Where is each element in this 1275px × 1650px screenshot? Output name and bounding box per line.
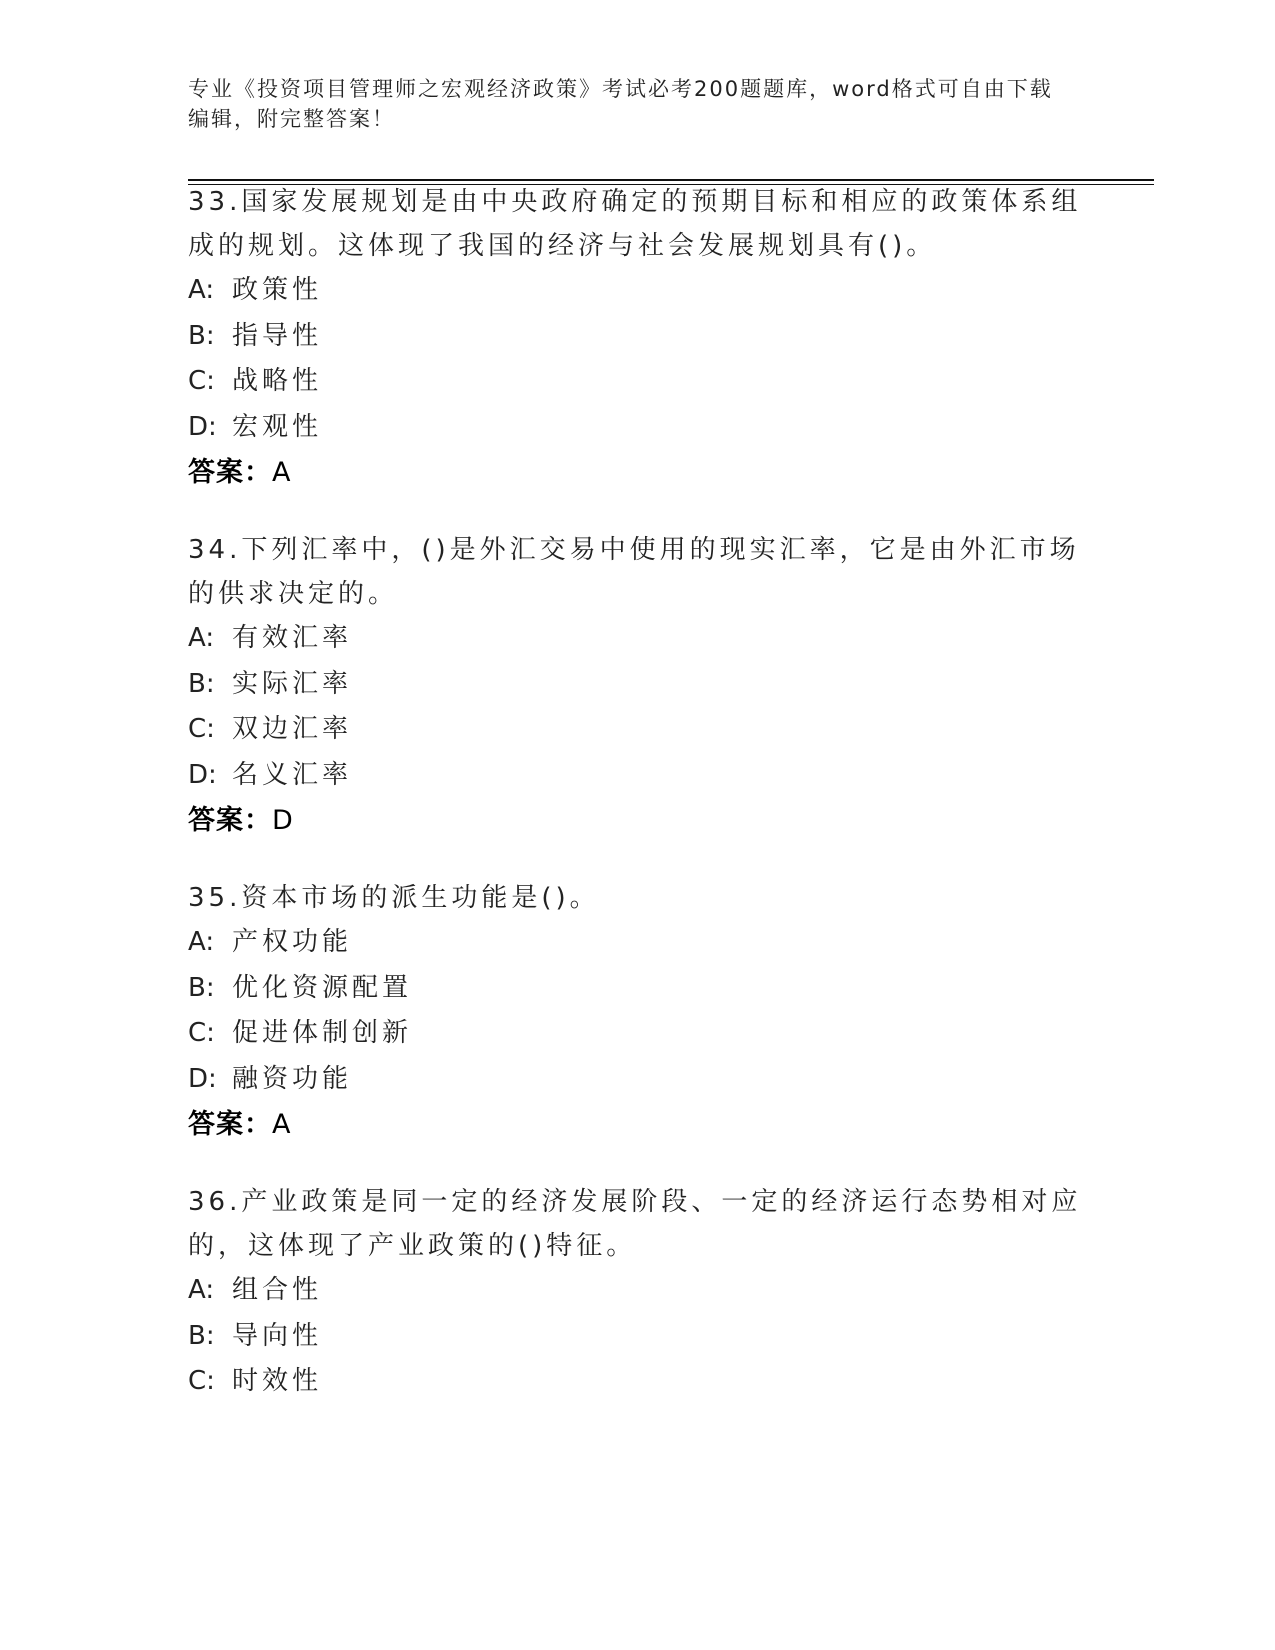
option-text: 有效汇率 <box>232 623 353 653</box>
option-c <box>188 359 1088 405</box>
question-34 <box>188 528 1088 844</box>
question-36 <box>188 1180 1088 1405</box>
option-a <box>188 1268 1088 1314</box>
option-a <box>188 268 1088 314</box>
option-b <box>188 966 1088 1012</box>
question-text <box>188 528 1088 616</box>
answer-line <box>188 1102 1088 1148</box>
answer-value: A <box>272 457 292 488</box>
option-letter: D: <box>188 411 217 442</box>
question-body: 产业政策是同一定的经济发展阶段、一定的经济运行态势相对应的，这体现了产业政策的()特征。 <box>188 1187 1082 1261</box>
option-letter: B: <box>188 1320 215 1351</box>
option-letter: A: <box>188 623 215 653</box>
answer-label: 答案： <box>188 457 272 488</box>
option-letter: A: <box>188 927 215 957</box>
document-header <box>188 74 1068 134</box>
option-letter: B: <box>188 668 215 699</box>
option-letter: B: <box>188 972 215 1003</box>
question-body: 下列汇率中，()是外汇交易中使用的现实汇率，它是由外汇市场的供求决定的。 <box>188 535 1080 609</box>
question-35 <box>188 876 1088 1148</box>
option-text: 组合性 <box>232 1275 323 1305</box>
question-text <box>188 1180 1088 1268</box>
option-c <box>188 1011 1088 1057</box>
option-text: 融资功能 <box>232 1063 353 1094</box>
option-letter: B: <box>188 320 215 351</box>
question-text <box>188 180 1088 268</box>
option-letter: D: <box>188 1063 217 1094</box>
header-text: 专业《投资项目管理师之宏观经济政策》考试必考200题题库，word格式可自由下载编辑，附完整答案！ <box>188 77 1053 131</box>
option-text: 宏观性 <box>232 411 323 442</box>
option-text: 产权功能 <box>232 927 353 957</box>
option-b <box>188 314 1088 360</box>
option-text: 指导性 <box>232 320 323 351</box>
option-letter: A: <box>188 275 215 305</box>
option-b <box>188 662 1088 708</box>
question-body: 国家发展规划是由中央政府确定的预期目标和相应的政策体系组成的规划。这体现了我国的经济与社会发展规划具有()。 <box>188 187 1082 261</box>
answer-line <box>188 798 1088 844</box>
option-text: 名义汇率 <box>232 759 353 790</box>
option-a <box>188 920 1088 966</box>
answer-line <box>188 450 1088 496</box>
option-text: 时效性 <box>232 1366 323 1396</box>
option-c <box>188 707 1088 753</box>
question-number: 35. <box>188 883 242 913</box>
question-text <box>188 876 1088 920</box>
answer-label: 答案： <box>188 805 272 836</box>
question-33 <box>188 180 1088 496</box>
option-text: 政策性 <box>232 275 323 305</box>
option-d <box>188 1057 1088 1103</box>
option-c <box>188 1359 1088 1405</box>
option-a <box>188 616 1088 662</box>
option-letter: C: <box>188 366 215 396</box>
option-b <box>188 1314 1088 1360</box>
option-text: 实际汇率 <box>232 668 353 699</box>
option-letter: C: <box>188 1018 215 1048</box>
answer-value: A <box>272 1109 292 1140</box>
option-d <box>188 753 1088 799</box>
answer-value: D <box>272 805 294 836</box>
option-d <box>188 405 1088 451</box>
option-letter: D: <box>188 759 217 790</box>
option-letter: C: <box>188 714 215 744</box>
option-letter: A: <box>188 1275 215 1305</box>
question-body: 资本市场的派生功能是()。 <box>241 883 600 913</box>
question-number: 33. <box>188 187 242 217</box>
option-text: 促进体制创新 <box>232 1018 413 1048</box>
option-text: 战略性 <box>232 366 323 396</box>
option-letter: C: <box>188 1366 215 1396</box>
answer-label: 答案： <box>188 1109 272 1140</box>
question-number: 36. <box>188 1187 242 1217</box>
option-text: 优化资源配置 <box>232 972 413 1003</box>
question-number: 34. <box>188 535 242 565</box>
option-text: 双边汇率 <box>232 714 353 744</box>
option-text: 导向性 <box>232 1320 323 1351</box>
